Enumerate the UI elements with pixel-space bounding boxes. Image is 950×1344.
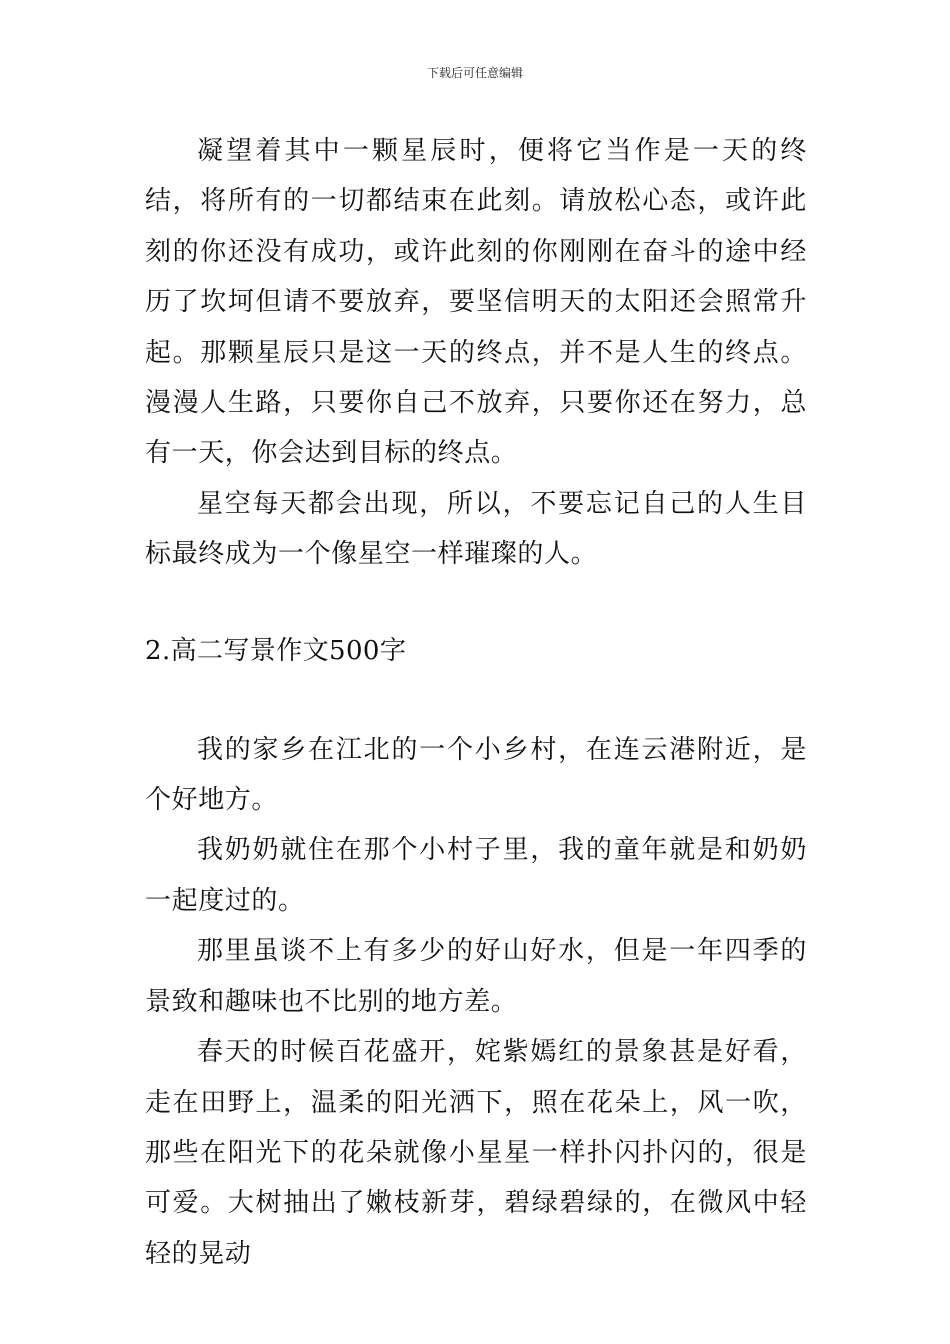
paragraph: 星空每天都会出现，所以，不要忘记自己的人生目标最终成为一个像星空一样璀璨的人。 (145, 488, 807, 570)
paragraph: 我奶奶就住在那个小村子里，我的童年就是和奶奶一起度过的。 (145, 835, 807, 916)
paragraph: 凝望着其中一颗星辰时，便将它当作是一天的终结，将所有的一切都结束在此刻。请放松心态，或许此刻的你还没有成功，或许此刻的你刚刚在奋斗的途中经历了坎坷但请不要放弃，要坚信明天的太阳还会照常升起。那颗星辰只是这一天的终点，并不是人生的终点。漫漫人生路，只要你自己不放弃，只要你还在努力，总有一天，你会达到目标的终点。 (145, 136, 807, 469)
document-body (145, 126, 807, 1279)
page-header: 下载后可任意编辑 (426, 66, 523, 80)
paragraph: 我的家乡在江北的一个小乡村，在连云港附近，是个好地方。 (145, 734, 807, 816)
paragraph: 那里虽谈不上有多少的好山好水，但是一年四季的景致和趣味也不比别的地方差。 (145, 936, 807, 1017)
section-heading: 2.高二写景作文500字 (145, 635, 407, 666)
paragraph: 春天的时候百花盛开，姹紫嫣红的景象甚是好看，走在田野上，温柔的阳光洒下，照在花朵上，风一吹，那些在阳光下的花朵就像小星星一样扑闪扑闪的，很是可爱。大树抽出了嫩枝新芽，碧绿碧绿的，在微风中轻轻的晃动 (145, 1037, 807, 1269)
